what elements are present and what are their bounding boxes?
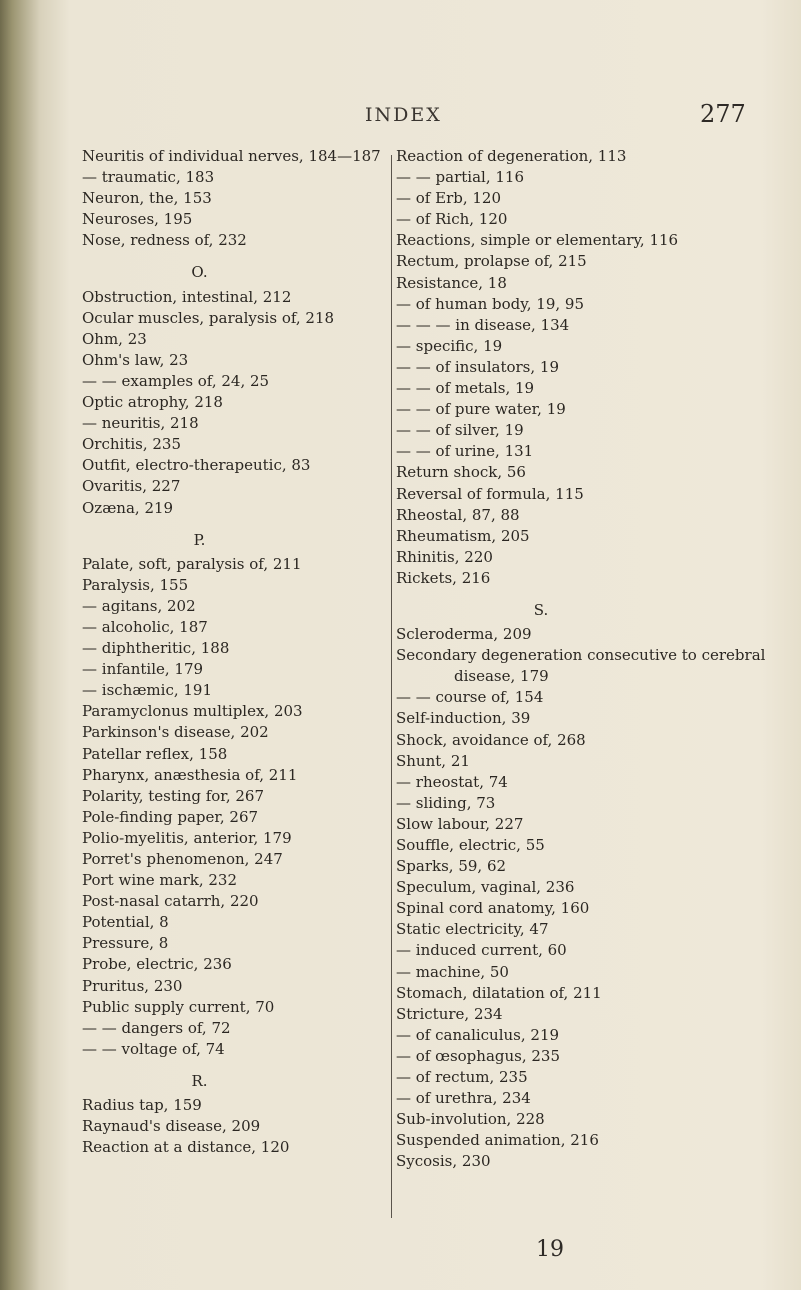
index-entry: — diphtheritic, 188 [82, 639, 230, 658]
index-entry: Palate, soft, paralysis of, 211 [82, 554, 302, 573]
index-entry: Neuritis of individual nerves, 184—187 [82, 147, 381, 165]
index-entry: Reaction of degeneration, 113 [396, 147, 627, 165]
section-letter: S. [533, 600, 549, 619]
index-entry: Rectum, prolapse of, 215 [396, 252, 587, 271]
index-entry: Rheumatism, 205 [396, 526, 530, 545]
index-entry: — — voltage of, 74 [82, 1039, 225, 1058]
index-entry: Ohm, 23 [82, 329, 147, 348]
index-entry: Nose, redness of, 232 [82, 231, 247, 250]
index-entry: Ozæna, 219 [82, 498, 174, 517]
index-entry: — infantile, 179 [82, 660, 204, 679]
index-entry: — — course of, 154 [396, 688, 544, 707]
index-entry: Resistance, 18 [396, 273, 507, 292]
index-entry: Sycosis, 230 [396, 1152, 491, 1171]
index-entry: Radius tap, 159 [82, 1096, 202, 1115]
index-entry: — — of insulators, 19 [396, 357, 559, 376]
index-entry: Rhinitis, 220 [396, 547, 493, 566]
index-column-right [396, 146, 786, 1173]
index-entry: Shunt, 21 [396, 751, 470, 770]
index-entry: Paramyclonus multiplex, 203 [82, 702, 303, 721]
index-entry: — rheostat, 74 [396, 772, 508, 791]
index-entry: Pressure, 8 [82, 934, 169, 953]
index-entry: Speculum, vaginal, 236 [396, 878, 575, 897]
page-number: 277 [700, 100, 746, 128]
index-entry: Ohm's law, 23 [82, 350, 189, 369]
index-column-left [82, 146, 382, 1158]
index-entry: Polarity, testing for, 267 [82, 786, 264, 805]
index-entry: Pharynx, anæsthesia of, 211 [82, 765, 298, 784]
index-entry: Obstruction, intestinal, 212 [82, 287, 292, 306]
index-entry: — — of silver, 19 [396, 421, 524, 440]
signature-mark: 19 [536, 1237, 564, 1262]
index-entry: Pruritus, 230 [82, 976, 183, 995]
index-entry: Ocular muscles, paralysis of, 218 [82, 308, 335, 327]
index-entry: — — of urine, 131 [396, 442, 534, 461]
index-entry: — — — in disease, 134 [396, 315, 570, 334]
index-entry: Rheostal, 87, 88 [396, 505, 520, 524]
index-entry: — of human body, 19, 95 [396, 294, 584, 313]
index-entry: Paralysis, 155 [82, 575, 189, 594]
index-entry: Stricture, 234 [396, 1004, 503, 1023]
index-entry: Parkinson's disease, 202 [82, 723, 269, 742]
index-entry: Reaction at a distance, 120 [82, 1138, 290, 1157]
index-entry: Scleroderma, 209 [396, 625, 532, 644]
index-entry: Rickets, 216 [396, 568, 491, 587]
index-entry: Reactions, simple or elementary, 116 [396, 231, 679, 250]
section-letter: R. [191, 1071, 208, 1090]
index-entry: Reversal of formula, 115 [396, 484, 584, 503]
index-entry: Optic atrophy, 218 [82, 393, 223, 412]
index-entry: Suspended animation, 216 [396, 1131, 599, 1150]
index-entry: — agitans, 202 [82, 596, 196, 615]
index-entry: Public supply current, 70 [82, 997, 275, 1016]
index-entry: — of rectum, 235 [396, 1068, 528, 1087]
index-entry: — machine, 50 [396, 962, 509, 981]
index-entry: Shock, avoidance of, 268 [396, 730, 586, 749]
section-letter: O. [191, 263, 208, 282]
index-entry: — — examples of, 24, 25 [82, 371, 270, 390]
index-entry: Potential, 8 [82, 913, 169, 932]
index-entry: — neuritis, 218 [82, 414, 199, 433]
index-entry: Slow labour, 227 [396, 814, 524, 833]
index-entry: Neuroses, 195 [82, 210, 193, 229]
index-entry: Neuron, the, 153 [82, 189, 212, 208]
index-entry: Static electricity, 47 [396, 920, 549, 939]
index-entry: Stomach, dilatation of, 211 [396, 983, 602, 1002]
index-entry: Self-induction, 39 [396, 709, 531, 728]
index-entry: Ovaritis, 227 [82, 477, 181, 496]
column-divider [391, 155, 392, 1218]
section-letter: P. [193, 530, 206, 549]
index-entry: — sliding, 73 [396, 793, 496, 812]
running-header: INDEX [365, 104, 442, 126]
index-entry: — specific, 19 [396, 336, 503, 355]
index-entry: Sparks, 59, 62 [396, 857, 507, 876]
index-entry: Outfit, electro-therapeutic, 83 [82, 456, 311, 475]
index-entry: — — of metals, 19 [396, 379, 535, 398]
index-entry: Spinal cord anatomy, 160 [396, 899, 590, 918]
index-entry: — of Rich, 120 [396, 210, 508, 229]
index-entry: Raynaud's disease, 209 [82, 1117, 261, 1136]
index-entry: Sub-involution, 228 [396, 1110, 545, 1129]
index-entry: Pole-finding paper, 267 [82, 807, 259, 826]
index-entry: — induced current, 60 [396, 941, 567, 960]
index-entry: Porret's phenomenon, 247 [82, 850, 283, 868]
index-entry: — traumatic, 183 [82, 168, 215, 187]
index-entry: Patellar reflex, 158 [82, 744, 228, 763]
index-entry: — of canaliculus, 219 [396, 1025, 560, 1044]
index-entry: — — of pure water, 19 [396, 400, 566, 419]
index-entry: — ischæmic, 191 [82, 681, 213, 700]
index-entry: Port wine mark, 232 [82, 871, 238, 890]
index-entry: Post-nasal catarrh, 220 [82, 892, 259, 911]
index-entry: Secondary degeneration consecutive to cerebral disease, 179 [396, 646, 766, 686]
index-entry: Polio-myelitis, anterior, 179 [82, 828, 292, 847]
index-entry: — — partial, 116 [396, 168, 524, 187]
index-entry: — alcoholic, 187 [82, 617, 208, 636]
index-entry: Orchitis, 235 [82, 435, 182, 454]
index-entry: — of urethra, 234 [396, 1089, 531, 1108]
index-entry: Souffle, electric, 55 [396, 836, 545, 854]
index-entry: Probe, electric, 236 [82, 955, 232, 974]
index-entry: — of œsophagus, 235 [396, 1046, 561, 1065]
index-entry: Return shock, 56 [396, 463, 526, 482]
index-entry: — — dangers of, 72 [82, 1018, 231, 1037]
index-entry: — of Erb, 120 [396, 189, 502, 208]
